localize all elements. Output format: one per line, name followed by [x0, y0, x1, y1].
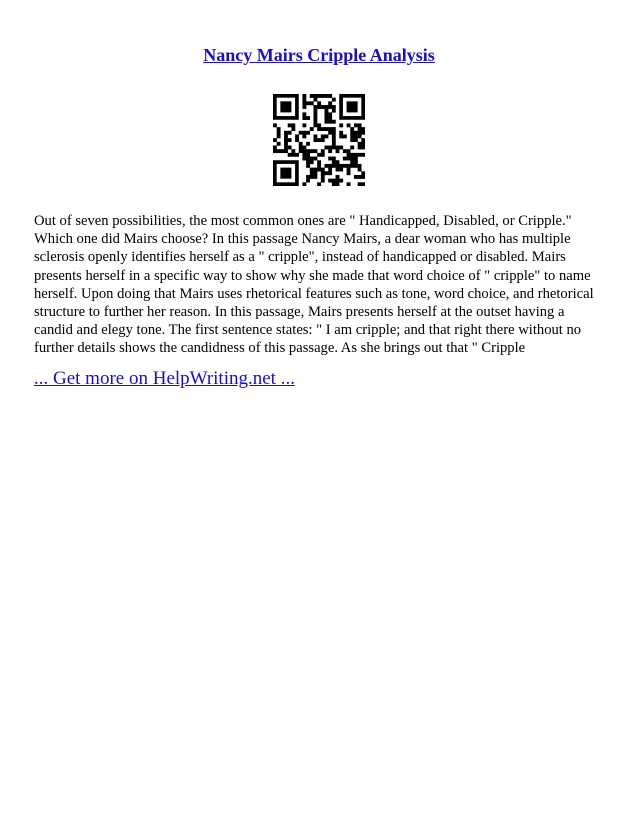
title-link[interactable]: Nancy Mairs Cripple Analysis	[203, 45, 435, 65]
page-title	[0, 44, 638, 66]
body-paragraph: Out of seven possibilities, the most common ones are " Handicapped, Disabled, or Cripple." Which one did Mairs choose? In this passage Nancy Mairs, a dear woman who has multiple sclerosis openly identifies herself as a " cripple", instead of handicapped or disabled. Mairs presents herself in a specific way to show why she made that word choice of " cripple" to name herself. Upon doing that Mairs uses rhetorical features such as tone, word choice, and rhetorical structure to further her reason. In this passage, Mairs presents herself at the outset having a candid and elegy tone. The first sentence states: " I am cripple; and that right there without no further details shows the candidness of this passage. As she brings out that " Cripple	[34, 213, 594, 357]
more-link-container	[34, 367, 295, 391]
qr-code-icon	[273, 94, 365, 186]
get-more-link[interactable]: ... Get more on HelpWriting.net ...	[34, 368, 295, 389]
